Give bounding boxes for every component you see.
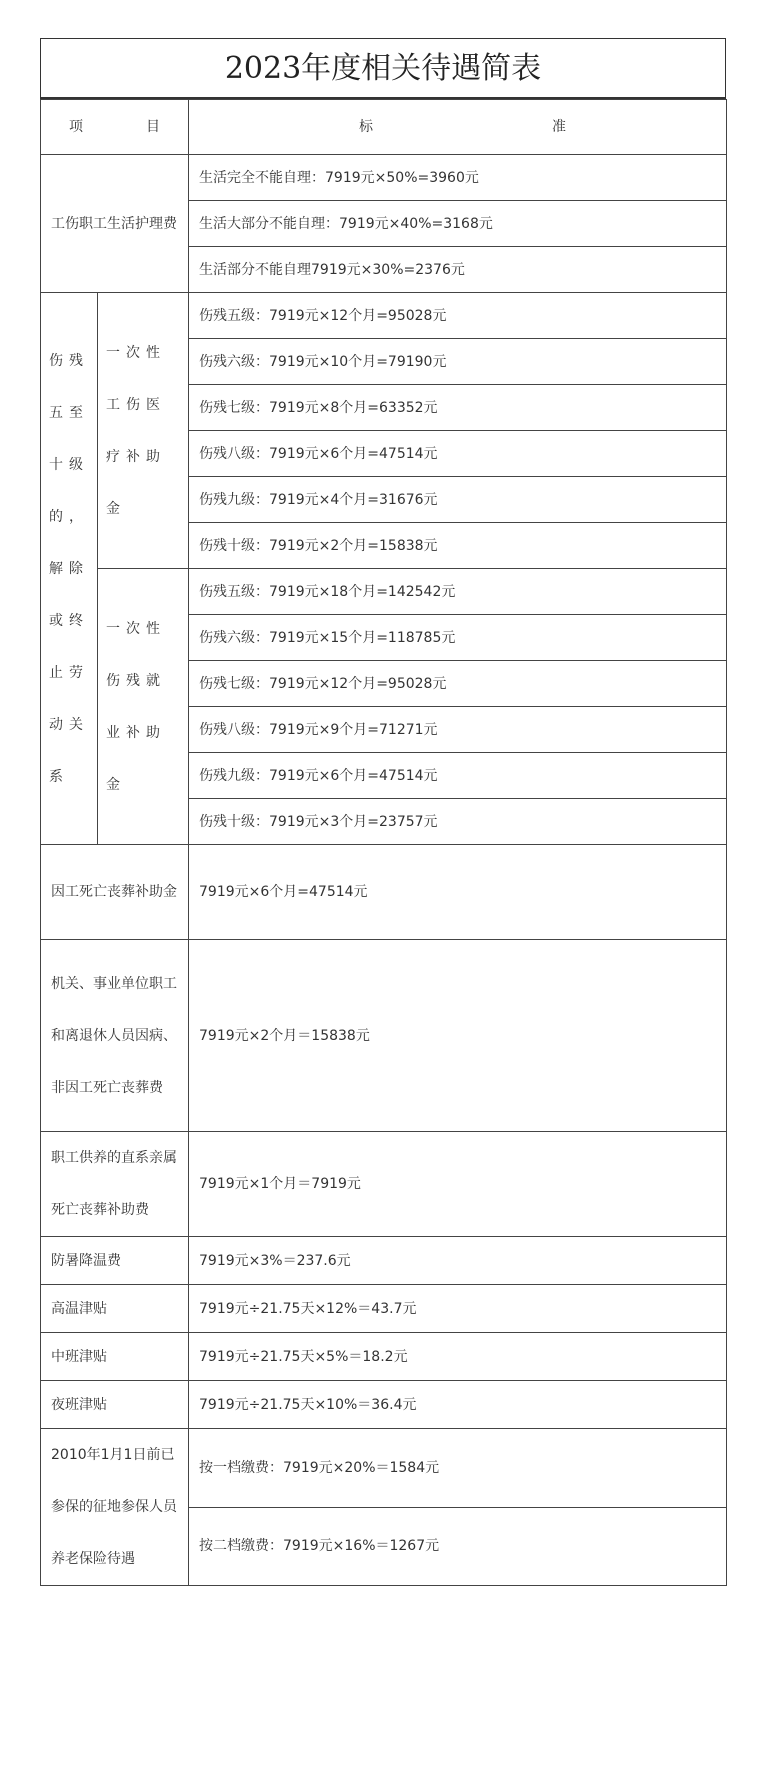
employment-subsidy-standard: 伤残五级：7919元×18个月=142542元 [189, 569, 727, 615]
pension-standard: 按一档缴费：7919元×20%＝1584元 [189, 1429, 727, 1508]
nursing-standard: 生活大部分不能自理：7919元×40%=3168元 [189, 201, 727, 247]
page-title: 2023年度相关待遇简表 [40, 38, 726, 99]
medical-subsidy-standard: 伤残十级：7919元×2个月=15838元 [189, 523, 727, 569]
disability-label: 伤残五至十级的，解除或终止劳动关系 [41, 293, 98, 845]
pension-label: 2010年1月1日前已参保的征地参保人员养老保险待遇 [41, 1429, 189, 1586]
employment-subsidy-standard: 伤残六级：7919元×15个月=118785元 [189, 615, 727, 661]
nursing-label: 工伤职工生活护理费 [41, 155, 189, 293]
table-row [41, 845, 727, 940]
medical-subsidy-standard: 伤残八级：7919元×6个月=47514元 [189, 431, 727, 477]
heatstroke-standard: 7919元×3%＝237.6元 [189, 1237, 727, 1285]
funeral-dependent-standard: 7919元×1个月＝7919元 [189, 1132, 727, 1237]
table-row [41, 1429, 727, 1508]
employment-subsidy-label: 一次性伤残就业补助金 [98, 569, 189, 845]
table-row [41, 1381, 727, 1429]
table-row [41, 1285, 727, 1333]
header-item: 项 目 [41, 100, 189, 155]
employment-subsidy-standard: 伤残七级：7919元×12个月=95028元 [189, 661, 727, 707]
night-shift-label: 夜班津贴 [41, 1381, 189, 1429]
table-row [41, 1333, 727, 1381]
table-header-row [41, 100, 727, 155]
table-row [41, 569, 727, 615]
employment-subsidy-standard: 伤残八级：7919元×9个月=71271元 [189, 707, 727, 753]
table-row [41, 293, 727, 339]
header-standard: 标 准 [189, 100, 727, 155]
night-shift-standard: 7919元÷21.75天×10%＝36.4元 [189, 1381, 727, 1429]
medical-subsidy-label: 一次性工伤医疗补助金 [98, 293, 189, 569]
benefits-table [40, 99, 727, 1586]
funeral-dependent-label: 职工供养的直系亲属死亡丧葬补助费 [41, 1132, 189, 1237]
funeral-work-label: 因工死亡丧葬补助金 [41, 845, 189, 940]
medical-subsidy-standard: 伤残九级：7919元×4个月=31676元 [189, 477, 727, 523]
mid-shift-label: 中班津贴 [41, 1333, 189, 1381]
table-row [41, 940, 727, 1132]
pension-standard: 按二档缴费：7919元×16%＝1267元 [189, 1507, 727, 1586]
medical-subsidy-standard: 伤残六级：7919元×10个月=79190元 [189, 339, 727, 385]
table-row [41, 1132, 727, 1237]
funeral-retired-standard: 7919元×2个月＝15838元 [189, 940, 727, 1132]
heatstroke-label: 防暑降温费 [41, 1237, 189, 1285]
employment-subsidy-standard: 伤残九级：7919元×6个月=47514元 [189, 753, 727, 799]
mid-shift-standard: 7919元÷21.75天×5%＝18.2元 [189, 1333, 727, 1381]
medical-subsidy-standard: 伤残七级：7919元×8个月=63352元 [189, 385, 727, 431]
employment-subsidy-standard: 伤残十级：7919元×3个月=23757元 [189, 799, 727, 845]
high-temp-standard: 7919元÷21.75天×12%＝43.7元 [189, 1285, 727, 1333]
high-temp-label: 高温津贴 [41, 1285, 189, 1333]
nursing-standard: 生活完全不能自理：7919元×50%=3960元 [189, 155, 727, 201]
medical-subsidy-standard: 伤残五级：7919元×12个月=95028元 [189, 293, 727, 339]
nursing-standard: 生活部分不能自理7919元×30%=2376元 [189, 247, 727, 293]
benefits-summary-sheet [40, 38, 726, 1586]
funeral-retired-label: 机关、事业单位职工和离退休人员因病、非因工死亡丧葬费 [41, 940, 189, 1132]
table-row [41, 1237, 727, 1285]
funeral-work-standard: 7919元×6个月=47514元 [189, 845, 727, 940]
table-row [41, 155, 727, 201]
